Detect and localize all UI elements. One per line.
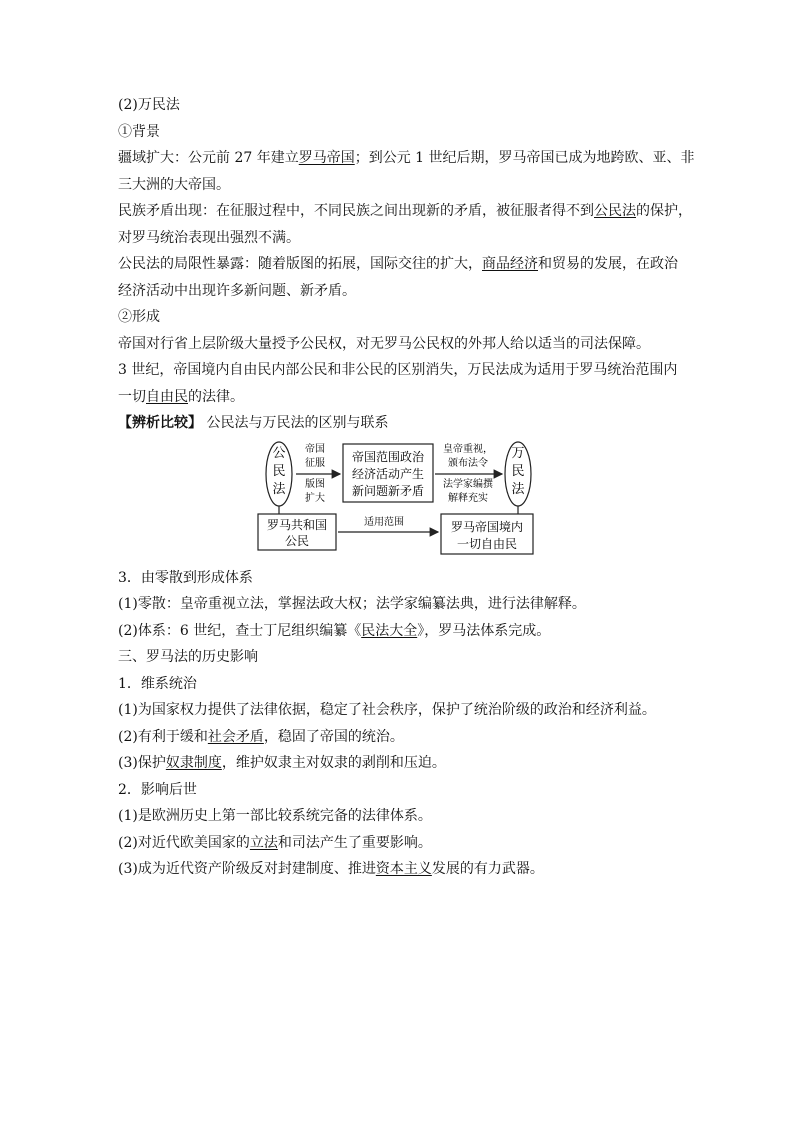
formation-heading: ②形成 bbox=[118, 309, 160, 325]
text-span: 疆域扩大：公元前 27 年建立 bbox=[118, 150, 299, 166]
arrow2-bottom-line-1: 法学家编撰 bbox=[443, 478, 493, 490]
text-span: (2)有利于缓和 bbox=[118, 728, 208, 745]
background-paragraph-2-cont: 对罗马统治表现出强烈不满。 bbox=[118, 229, 300, 246]
text-span: 和司法产生了重要影响。 bbox=[277, 834, 432, 851]
background-paragraph-3-cont: 经济活动中出现许多新问题、新矛盾。 bbox=[118, 282, 356, 299]
text-span: (3)保护 bbox=[118, 755, 166, 771]
underlined-term-corpus-juris: 民法大全 bbox=[361, 622, 418, 639]
arrow1-bottom-line-2: 扩大 bbox=[305, 492, 325, 504]
part3-item-6 bbox=[118, 856, 678, 883]
underlined-term-roman-empire: 罗马帝国 bbox=[298, 150, 355, 166]
compare-heading bbox=[118, 410, 678, 437]
text-span: 发展的有力武器。 bbox=[431, 861, 544, 877]
text-span: 》，罗马法体系完成。 bbox=[417, 622, 551, 639]
section3-title: 3．由零散到形成体系 bbox=[118, 569, 253, 586]
center-box-line-1: 帝国范围政治 bbox=[351, 449, 425, 464]
text-span: 的保护， bbox=[636, 203, 692, 219]
part3-item-1: (1)为国家权力提供了法律依据，稳定了社会秩序，保护了统治阶级的政治和经济利益。 bbox=[118, 702, 656, 718]
part3-title: 三、罗马法的历史影响 bbox=[118, 649, 258, 665]
section3-item-1: (1)零散：皇帝重视立法，掌握法政大权；法学家编纂法典，进行法律解释。 bbox=[118, 596, 586, 612]
arrow2-bottom-line-2: 解释充实 bbox=[448, 492, 488, 504]
text-span: 和贸易的发展，在政治 bbox=[538, 256, 678, 272]
section3-item-2 bbox=[118, 618, 678, 645]
text-span: 的法律。 bbox=[188, 388, 244, 405]
underlined-term-freemen: 自由民 bbox=[146, 388, 188, 405]
bottom-right-box-line-2: 一切自由民 bbox=[456, 536, 518, 551]
formation-paragraph-1: 帝国对行省上层阶级大量授予公民权，对无罗马公民权的外邦人给以适当的司法保障。 bbox=[118, 335, 650, 352]
section-title-wanminfa: (2)万民法 bbox=[118, 97, 180, 113]
bottom-left-box-line-2: 公民 bbox=[284, 533, 310, 548]
left-oval-char-3: 法 bbox=[272, 481, 286, 497]
arrow2-top-line-1: 皇帝重视， bbox=[443, 443, 493, 455]
bottom-right-box-line-1: 罗马帝国境内 bbox=[450, 519, 524, 534]
text-span: 公民法的局限性暴露：随着版图的拓展，国际交往的扩大， bbox=[118, 256, 482, 272]
part3-item-2 bbox=[118, 724, 678, 751]
formation-paragraph-2: 3 世纪，帝国境内自由民内部公民和非公民的区别消失，万民法成为适用于罗马统治范围内 bbox=[118, 362, 678, 378]
text-span: ，维护奴隶主对奴隶的剥削和压迫。 bbox=[221, 755, 446, 771]
bottom-left-box-line-1: 罗马共和国 bbox=[266, 517, 328, 532]
underlined-term-capitalism: 资本主义 bbox=[375, 861, 432, 877]
compare-title: 公民法与万民法的区别与联系 bbox=[206, 415, 389, 431]
background-paragraph-3 bbox=[118, 251, 678, 278]
text-span: (3)成为近代资产阶级反对封建制度、推进 bbox=[118, 861, 376, 877]
text-span: ；到公元 1 世纪后期，罗马帝国已成为地跨欧、亚、非 bbox=[354, 150, 695, 166]
arrow1-top-line-1: 帝国 bbox=[305, 443, 325, 455]
text-span: ，稳固了帝国的统治。 bbox=[263, 728, 404, 745]
right-oval-char-2: 民 bbox=[511, 463, 525, 479]
arrow2-top-line-2: 颁布法令 bbox=[448, 457, 488, 469]
formation-paragraph-2-cont bbox=[118, 384, 678, 411]
document-body bbox=[118, 92, 695, 883]
center-box-line-2: 经济活动产生 bbox=[351, 466, 425, 481]
background-paragraph-2 bbox=[118, 198, 692, 225]
relationship-diagram bbox=[118, 441, 678, 561]
background-paragraph-1 bbox=[118, 145, 695, 172]
diagram-svg bbox=[118, 441, 678, 561]
left-oval-char-1: 公 bbox=[272, 445, 286, 461]
underlined-term-social-conflict: 社会矛盾 bbox=[207, 728, 264, 745]
arrow1-top-line-2: 征服 bbox=[305, 457, 325, 469]
underlined-term-slavery: 奴隶制度 bbox=[165, 755, 222, 771]
compare-tag: 【辨析比较】 bbox=[118, 415, 202, 431]
bottom-arrow-label: 适用范围 bbox=[364, 516, 404, 528]
part3-item-4: (1)是欧洲历史上第一部比较系统完备的法律体系。 bbox=[118, 808, 432, 824]
background-paragraph-1-cont: 三大洲的大帝国。 bbox=[118, 176, 230, 193]
text-span: (2)对近代欧美国家的 bbox=[118, 834, 250, 851]
text-span: (2)体系：6 世纪，查士丁尼组织编纂《 bbox=[118, 622, 362, 639]
arrow1-bottom-line-1: 版图 bbox=[305, 478, 325, 490]
part3-sub-2: 2．影响后世 bbox=[118, 781, 197, 798]
underlined-term-legislation: 立法 bbox=[249, 834, 278, 851]
underlined-term-civil-law: 公民法 bbox=[594, 203, 636, 219]
part3-item-5 bbox=[118, 830, 678, 857]
part3-item-3 bbox=[118, 750, 678, 777]
left-oval-char-2: 民 bbox=[272, 463, 286, 479]
text-span: 一切 bbox=[118, 388, 146, 405]
text-span: 民族矛盾出现：在征服过程中，不同民族之间出现新的矛盾，被征服者得不到 bbox=[118, 203, 594, 219]
part3-sub-1: 1．维系统治 bbox=[118, 675, 197, 692]
right-oval-char-1: 万 bbox=[511, 445, 525, 461]
center-box-line-3: 新问题新矛盾 bbox=[351, 483, 425, 498]
underlined-term-commodity-economy: 商品经济 bbox=[482, 256, 538, 272]
background-heading: ①背景 bbox=[118, 123, 160, 140]
right-oval-char-3: 法 bbox=[511, 481, 525, 497]
